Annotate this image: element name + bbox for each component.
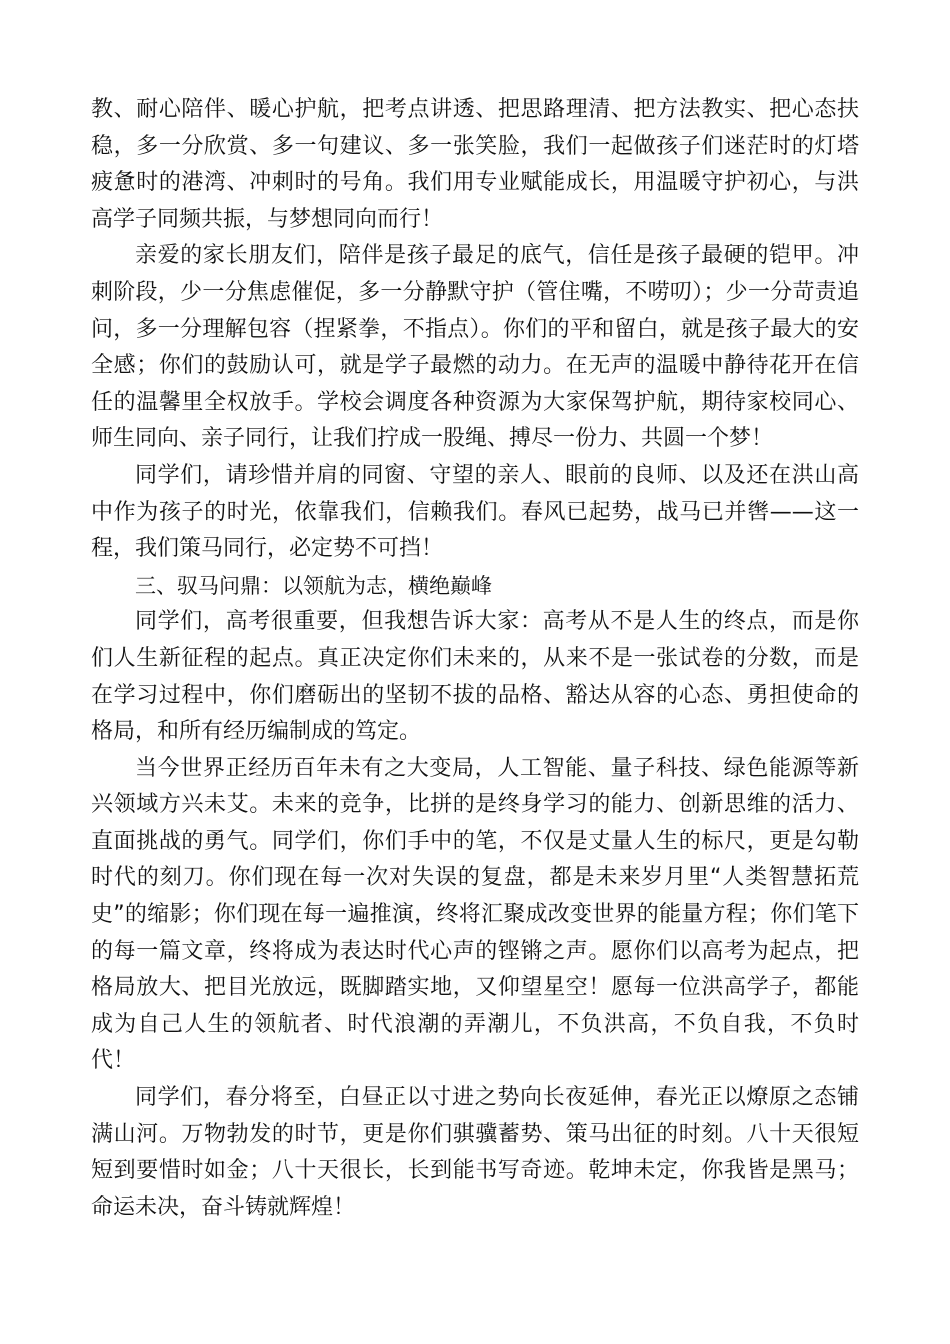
section-heading: 三、驭马问鼎：以领航为志，横绝巅峰 xyxy=(135,573,492,598)
paragraph-spring: 同学们，春分将至，白昼正以寸进之势向长夜延伸，春光正以燎原之态铺满山河。万物勃发的时节，更是你们骐骥蓄势、策马出征的时刻。八十天很短短到要惜时如金；八十天很长，长到能书写奇迹。乾坤未定，你我皆是黑马；命运未决，奋斗铸就辉煌！ xyxy=(91,1085,859,1220)
paragraph-gaokao: 同学们，高考很重要，但我想告诉大家：高考从不是人生的终点，而是你们人生新征程的起点。真正决定你们未来的，从来不是一张试卷的分数，而是在学习过程中，你们磨砺出的坚韧不拔的品格、豁达从容的心态、勇担使命的格局，和所有经历编制成的笃定。 xyxy=(91,609,859,745)
paragraph-students-cherish: 同学们，请珍惜并肩的同窗、守望的亲人、眼前的良师、以及还在洪山高中作为孩子的时光，依靠我们，信赖我们。春风已起势，战马已并辔——这一程，我们策马同行，必定势不可挡！ xyxy=(91,462,859,562)
paragraph-parents: 亲爱的家长朋友们，陪伴是孩子最足的底气，信任是孩子最硬的铠甲。冲刺阶段，少一分焦虑催促，多一分静默守护（管住嘴，不唠叨）；少一分苛责追问，多一分理解包容（捏紧拳，不指点）。你们的平和留白，就是孩子最大的安全感；你们的鼓励认可，就是学子最燃的动力。在无声的温暖中静待花开在信任的温馨里全权放手。学校会调度各种资源为大家保驾护航，期待家校同心、师生同向、亲子同行，让我们拧成一股绳、搏尽一份力、共圆一个梦！ xyxy=(91,243,859,452)
paragraph-continuation: 教、耐心陪伴、暖心护航，把考点讲透、把思路理清、把方法教实、把心态扶稳，多一分欣赏、多一句建议、多一张笑脸，我们一起做孩子们迷茫时的灯塔疲惫时的港湾、冲刺时的号角。我们用专业赋能成长，用温暖守护初心，与洪高学子同频共振，与梦想同向而行！ xyxy=(91,97,859,232)
document-page xyxy=(91,92,859,1226)
paragraph-world: 当今世界正经历百年未有之大变局，人工智能、量子科技、绿色能源等新兴领域方兴未艾。未来的竞争，比拼的是终身学习的能力、创新思维的活力、直面挑战的勇气。同学们，你们手中的笔，不仅是丈量人生的标尺，更是勾勒时代的刻刀。你们现在每一次对失误的复盘，都是未来岁月里“人类智慧拓荒史”的缩影；你们现在每一遍推演，终将汇聚成改变世界的能量方程；你们笔下的每一篇文章，终将成为表达时代心声的铿锵之声。愿你们以高考为起点，把格局放大、把目光放远，既脚踏实地，又仰望星空！愿每一位洪高学子，都能成为自己人生的领航者、时代浪潮的弄潮儿，不负洪高，不负自我，不负时代！ xyxy=(91,755,859,1074)
